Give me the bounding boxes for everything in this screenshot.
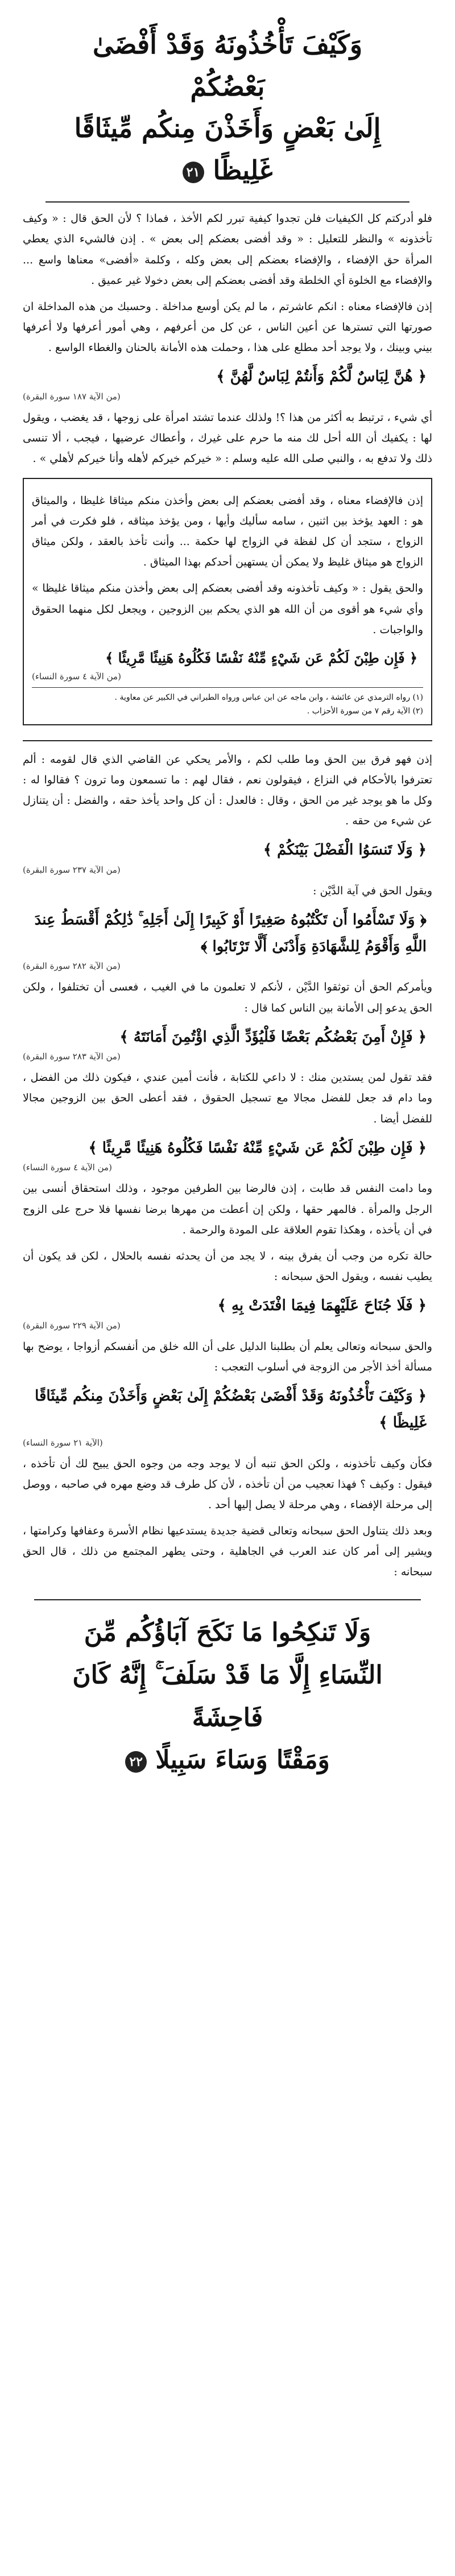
paragraph: فلو أدركتم كل الكيفيات فلن تجدوا كيفية تبرر لكم الأخذ ، فماذا ؟ لأن الحق قال : « وكيف تأخذونه » والنظر للتعليل : « وقد أفضى بعضكم إلى بعض » . إذن فالشيء الذي يعطي المرأة حق الإفضاء ، والإفضاء بعضكم إلى بعض وكله ، وكلمة «أفضى» معناها واسع ... والإفضاء مع الخلوة أي الخلطة وقد أفضى بعضكم إلى بعض دخولا غير عميق .: [23, 212, 432, 287]
page-divider: [23, 740, 432, 741]
quote-reference: (من الآية ٤ سورة النساء): [23, 1162, 112, 1173]
verse-line: وَكَيْفَ تَأْخُذُونَهُ وَقَدْ أَفْضَىٰ بَعْضُكُمْ: [92, 29, 363, 102]
footnotes: [32, 687, 423, 719]
verse-header: [46, 16, 410, 203]
paragraph: فكأن وكيف تأخذونه ، ولكن الحق تنبه أن لا يوجد وجه من وجوه الحق يبيح لك أن تأخذه ، فيقول : وكيف ؟ فهذا تعجيب من أن تأخذه ، لأن كل طرف قد وضع مهره في صاحبه ، ووصل إلى مرحلة الإفضاء ، وهي مرحلة لا يصل إليها أحد .: [23, 1457, 432, 1511]
quote-reference: (من الآية ٢٨٢ سورة البقرة): [23, 961, 121, 972]
verse-line: [40, 1739, 415, 1782]
paragraph: ويقول الحق في آية الدَّيْن :: [313, 884, 432, 897]
verse-number-badge: ٢١: [183, 162, 204, 183]
page: [0, 16, 455, 2576]
paragraph: إذن فالإفضاء معناه : انكم عاشرتم ، ما لم يكن أوسع مداخلة . وحسبك من هذه المداخلة ان صورتها التي تسترها عن أعين الناس ، عن كل من أعرفهم ، وهي أمور أعرفها ولا أعرفها بيني وبينك ، ولا يوجد أحد مطلع على هذا ، وحملت هذه الأمانة بالحنان والغطاء الواسع .: [23, 300, 432, 354]
paragraph: والحق سبحانه وتعالى يعلم أن بطلبنا الدليل على أن الله خلق من أنفسكم أزواجا ، يوضح بها مسألة أخذ الأجر من الزوجة في أسلوب التعجب :: [23, 1340, 432, 1373]
footnote: (١) رواه الترمذي عن عائشة ، وابن ماجه عن ابن عباس ورواه الطبراني في الكبير عن معاوية .: [114, 692, 423, 702]
paragraph: وما دامت النفس قد طابت ، إذن فالرضا بين الطرفين موجود ، وذلك استحقاق أنسى بين الرجل والمرأة . فالمهر حقها ، ولكن إن أعطت من مهرها برضا نفسها فلا حرج على الزوج في أن يأخذه ، وهكذا تقوم العلاقة على المودة والرحمة .: [23, 1182, 432, 1236]
footnote: (٢) الآية رقم ٧ من سورة الأحزاب .: [307, 706, 423, 716]
quran-quote: ﴿ فَإِن طِبْنَ لَكُمْ عَن شَيْءٍ مِّنْهُ نَفْسًا فَكُلُوهُ هَنِيئًا مَّرِيئًا ﴾: [105, 649, 417, 666]
quote-reference: (من الآية ٤ سورة النساء): [32, 671, 121, 682]
verse-footer: [34, 1599, 421, 1793]
verse-line-text: وَمَقْتًا وَسَاءَ سَبِيلًا: [155, 1745, 330, 1775]
paragraph: إذن فالإفضاء معناه ، وقد أفضى بعضكم إلى بعض وأخذن منكم ميثاقا غليظا ، والميثاق هو : العهد يؤخذ بين اثنين ، سامه سأليك وأيها ، ومن يؤخذ ميثاقه ، فلو فكرت في أمر الزواج ، ستجد أن كل لفظة في الزواج لها حكمة ... وأنت تأخذ بالعقد ، ولكن ميثاق الزواج هو ميثاق غليظ ولا يمكن أن يستهين أحدكم بهذا الميثاق .: [32, 494, 423, 569]
quote-reference: (من الآية ٢٣٧ سورة البقرة): [23, 864, 121, 875]
paragraph: وبعد ذلك يتناول الحق سبحانه وتعالى قضية جديدة يستدعيها نظام الأسرة وعفافها وكرامتها ، ويشير إلى أمر كان عند العرب في الجاهلية ، وحتى يطهر المجتمع من ذلك ، قال الحق سبحانه :: [23, 1524, 432, 1578]
quran-quote: ﴿ فَإِنْ أَمِنَ بَعْضُكُم بَعْضًا فَلْيُؤَدِّ الَّذِي اؤْتُمِنَ أَمَانَتَهُ ﴾: [119, 1028, 427, 1046]
bordered-section: [23, 478, 432, 725]
verse-line-text: غَلِيظًا: [213, 154, 273, 185]
quran-quote: ﴿ وَلَا تَسْأَمُوا أَن تَكْتُبُوهُ صَغِيرًا أَوْ كَبِيرًا إِلَىٰ أَجَلِهِ ۚ ذَٰلِكُمْ أَقْسَطُ عِندَ اللَّهِ وَأَقْوَمُ لِلشَّهَادَةِ وَأَدْنَىٰ أَلَّا تَرْتَابُوا ﴾: [34, 911, 427, 955]
paragraph: والحق يقول : « وكيف تأخذونه وقد أفضى بعضكم إلى بعض وأخذن منكم ميثاقا غليظا » وأي شيء هو أقوى من أن الله هو الذي يحكم بين الزوجين ، ويجعل لكل منهما الحقوق والواجبات .: [32, 582, 423, 636]
paragraph: إذن فهو فرق بين الحق وما طلب لكم ، والأمر يحكي عن القاضي الذي قال لقومه : ألم تعترفوا بالأحكام في النزاع ، فيقولون نعم ، فقال لهم : ما تسمعون وما ترون ؟ فقالوا له : وكل ما هو يوجد غير من الحق ، وقال : فالعدل : أن كل واحد يأخذ حقه ، والفضل : أن يتنازل عن شيء من حقه .: [23, 753, 432, 827]
verse-number-badge: ٢٢: [125, 1751, 147, 1773]
quran-quote: ﴿ فَإِن طِبْنَ لَكُمْ عَن شَيْءٍ مِّنْهُ نَفْسًا فَكُلُوهُ هَنِيئًا مَّرِيئًا ﴾: [88, 1139, 427, 1157]
verse-line: وَلَا تَنكِحُوا مَا نَكَحَ آبَاؤُكُم مِّنَ: [84, 1618, 371, 1648]
quran-quote: ﴿ وَلَا تَنسَوُا الْفَضْلَ بَيْنَكُمْ ﴾: [263, 841, 427, 858]
quote-reference: (الآية ٢١ سورة النساء): [23, 1437, 103, 1448]
quote-reference: (من الآية ٢٨٣ سورة البقرة): [23, 1051, 121, 1062]
verse-line: النِّسَاءِ إِلَّا مَا قَدْ سَلَفَ ۚ إِنَّهُ كَانَ فَاحِشَةً: [72, 1660, 383, 1732]
verse-line: [57, 150, 398, 192]
quote-reference: (من الآية ٢٢٩ سورة البقرة): [23, 1320, 121, 1331]
paragraph: ويأمركم الحق أن توثقوا الدَّيْن ، لأنكم لا تعلمون ما في الغيب ، فعسى أن تختلفوا ، ولكن الحق يدعو إلى الأمانة بين الناس كما قال :: [23, 981, 432, 1014]
quran-quote: ﴿ وَكَيْفَ تَأْخُذُونَهُ وَقَدْ أَفْضَىٰ بَعْضُكُمْ إِلَىٰ بَعْضٍ وَأَخَذْنَ مِنكُم مِّيثَاقًا غَلِيظًا ﴾: [35, 1387, 427, 1431]
paragraph: حالة تكره من وجب أن يفرق بينه ، لا يجد من أن يحدثه نفسه بالحلال ، لكن قد يكون أن يطيب نفسه ، ويقول الحق سبحانه :: [23, 1249, 432, 1283]
quran-quote: ﴿ هُنَّ لِبَاسٌ لَّكُمْ وَأَنتُمْ لِبَاسٌ لَّهُنَّ ﴾: [216, 368, 427, 386]
paragraph: فقد تقول لمن يستدين منك : لا داعي للكتابة ، فأنت أمين عندي ، فيكون ذلك من الفضل ، وما دام قد جعل للفضل مجالا مع تسجيل الحقوق ، فقد أعطى الحق بين الزوجين مجالا للفضل أيضا .: [23, 1071, 432, 1125]
quote-reference: (من الآية ١٨٧ سورة البقرة): [23, 391, 121, 402]
paragraph: أي شيء ، ترتبط به أكثر من هذا ؟! ولذلك عندما تشتد امرأة على زوجها ، قد يغضب ، ويقول لها : يكفيك أن الله أحل لك منه ما حرم على غيرك ، وأعطاك عرضيها ، فيجب ، ألا تنسى ذلك ولا تدفع به ، والنبي صلى الله عليه وسلم : « خيركم خيركم لأهله وأنا خيركم لأهلي » .: [23, 411, 432, 465]
quran-quote: ﴿ فَلَا جُنَاحَ عَلَيْهِمَا فِيمَا افْتَدَتْ بِهِ ﴾: [217, 1297, 427, 1314]
verse-line: إِلَىٰ بَعْضٍ وَأَخَذْنَ مِنكُم مِّيثَاقًا: [74, 113, 381, 144]
